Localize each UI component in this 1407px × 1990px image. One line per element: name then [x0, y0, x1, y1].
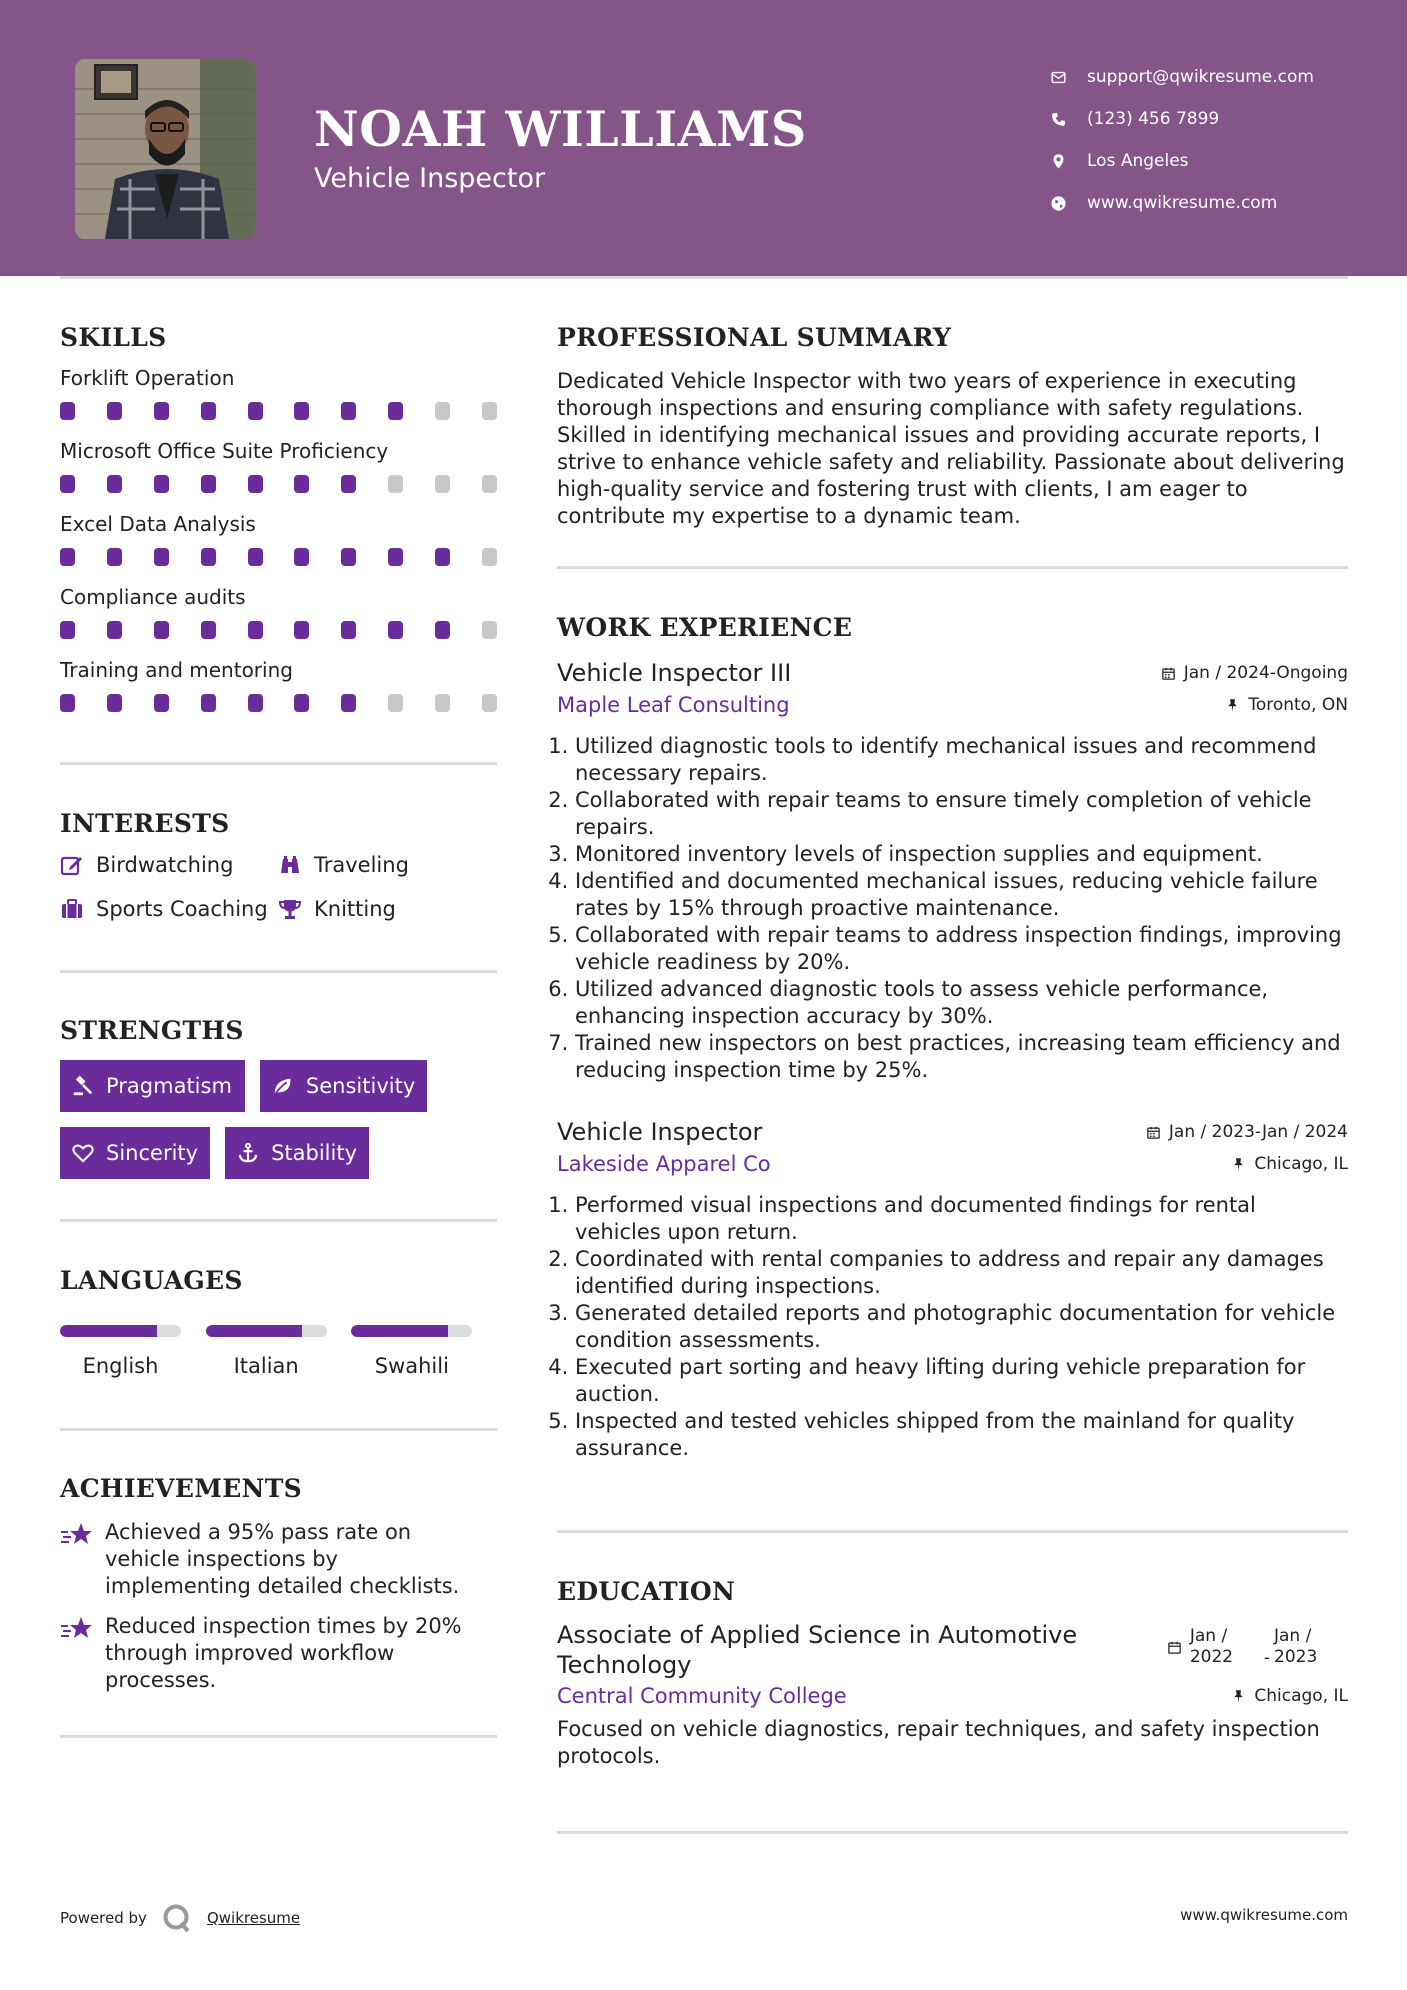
education-description: Focused on vehicle diagnostics, repair techniques, and safety inspection protocols.	[557, 1717, 1320, 1768]
phone-text: (123) 456 7899	[1087, 109, 1220, 129]
education-date	[1167, 1626, 1318, 1668]
skill-name: Forklift Operation	[60, 366, 235, 390]
rating-dot-filled	[60, 548, 75, 566]
job-bullet: 2. Coordinated with rental companies to address and repair any damages identified during inspections.	[575, 1246, 1348, 1300]
skill-item	[60, 585, 497, 658]
job-bullet: 6. Utilized advanced diagnostic tools to assess vehicle performance, enhancing inspection accuracy by 30%.	[575, 976, 1348, 1030]
candidate-role: Vehicle Inspector	[314, 163, 546, 194]
skill-rating	[60, 694, 497, 712]
skill-name: Training and mentoring	[60, 658, 293, 682]
rating-dot-filled	[60, 475, 75, 493]
qwikresume-link[interactable]: Qwikresume	[206, 1909, 301, 1927]
language-name: Swahili	[374, 1354, 449, 1378]
language-item	[206, 1325, 352, 1378]
job-title: Vehicle Inspector	[557, 1118, 763, 1146]
achievement-item	[60, 1519, 497, 1600]
globe-icon	[1050, 195, 1067, 212]
pencil-square-icon	[60, 853, 84, 877]
footer-website[interactable]: www.qwikresume.com	[1180, 1906, 1348, 1924]
shooting-star-icon	[60, 1614, 94, 1644]
strengths-heading: STRENGTHS	[60, 1016, 244, 1045]
language-level-bar	[60, 1325, 181, 1337]
contact-phone[interactable]	[1050, 98, 1314, 140]
summary-divider	[557, 566, 1348, 569]
calendar-icon	[1167, 1640, 1182, 1655]
contact-email[interactable]	[1050, 56, 1314, 98]
degree-title: Associate of Applied Science in Automotive Technology	[557, 1621, 1078, 1679]
rating-dot-filled	[294, 402, 309, 420]
rating-dot-filled	[154, 475, 169, 493]
footer-powered	[60, 1902, 300, 1934]
calendar-icon	[1161, 666, 1176, 681]
interest-label: Traveling	[314, 853, 409, 877]
achievement-text: Achieved a 95% pass rate on vehicle inspections by implementing detailed checklists.	[105, 1520, 460, 1598]
job-entry	[557, 659, 1348, 1084]
interest-item	[278, 894, 497, 924]
achievements-section	[60, 1474, 497, 1694]
skills-divider	[60, 762, 497, 765]
rating-dot-filled	[60, 402, 75, 420]
rating-dot-empty	[435, 475, 450, 493]
education-heading: EDUCATION	[557, 1577, 736, 1606]
header-divider	[60, 276, 1348, 279]
rating-dot-filled	[154, 694, 169, 712]
rating-dot-empty	[435, 694, 450, 712]
summary-heading: PROFESSIONAL SUMMARY	[557, 323, 952, 352]
languages-heading: LANGUAGES	[60, 1266, 243, 1295]
rating-dot-empty	[482, 475, 497, 493]
contact-location	[1050, 140, 1314, 182]
anchor-icon	[237, 1142, 259, 1164]
powered-by-text: Powered by	[60, 1909, 147, 1927]
rating-dot-filled	[248, 694, 263, 712]
email-text: support@qwikresume.com	[1087, 67, 1314, 87]
rating-dot-filled	[107, 402, 122, 420]
location-text: Los Angeles	[1087, 151, 1189, 171]
envelope-icon	[1050, 69, 1067, 86]
skills-section	[60, 323, 497, 731]
interests-section	[60, 809, 497, 924]
rating-dot-filled	[388, 548, 403, 566]
rating-dot-filled	[294, 621, 309, 639]
rating-dot-filled	[201, 475, 216, 493]
strengths-list	[60, 1060, 497, 1179]
briefcase-icon	[60, 897, 84, 921]
skill-name: Excel Data Analysis	[60, 512, 256, 536]
education-date-separator: -	[1263, 1648, 1270, 1668]
achievement-item	[60, 1613, 497, 1694]
rating-dot-empty	[388, 694, 403, 712]
rating-dot-empty	[482, 694, 497, 712]
pushpin-icon	[1225, 698, 1240, 713]
strength-badge	[260, 1060, 427, 1112]
skill-rating	[60, 402, 497, 420]
skills-heading: SKILLS	[60, 323, 167, 352]
job-date	[1161, 663, 1348, 683]
skills-list	[60, 366, 497, 731]
job-location	[1225, 695, 1348, 715]
resume-header	[0, 0, 1407, 276]
summary-section	[557, 323, 1348, 530]
job-bullet: 4. Identified and documented mechanical issues, reducing vehicle failure rates by 15% through proactive maintenance.	[575, 868, 1348, 922]
rating-dot-filled	[60, 621, 75, 639]
interests-list	[60, 850, 497, 924]
achievements-heading: ACHIEVEMENTS	[60, 1474, 302, 1503]
job-bullet: 4. Executed part sorting and heavy lifting during vehicle preparation for auction.	[575, 1354, 1348, 1408]
education-date-end: Jan / 2023	[1274, 1626, 1318, 1667]
strength-label: Sensitivity	[305, 1074, 416, 1098]
rating-dot-filled	[294, 475, 309, 493]
interest-label: Knitting	[314, 897, 396, 921]
language-level-bar	[351, 1325, 472, 1337]
language-name: English	[82, 1354, 159, 1378]
job-date-text: Jan / 2023-Jan / 2024	[1168, 1122, 1348, 1142]
strength-badge	[60, 1127, 210, 1179]
skill-name: Compliance audits	[60, 585, 246, 609]
job-bullets	[557, 1192, 1348, 1462]
rating-dot-filled	[341, 694, 356, 712]
trophy-icon	[278, 897, 302, 921]
job-company: Lakeside Apparel Co	[557, 1152, 771, 1176]
rating-dot-filled	[201, 402, 216, 420]
job-company: Maple Leaf Consulting	[557, 693, 790, 717]
leaf-icon	[272, 1075, 294, 1097]
rating-dot-filled	[201, 621, 216, 639]
rating-dot-filled	[388, 402, 403, 420]
rating-dot-filled	[60, 694, 75, 712]
education-location-text: Chicago, IL	[1254, 1686, 1348, 1706]
language-level-fill	[206, 1325, 303, 1337]
language-level-fill	[351, 1325, 448, 1337]
contact-website[interactable]	[1050, 182, 1314, 224]
experience-section	[557, 613, 1348, 1460]
education-location	[1231, 1686, 1348, 1706]
language-level-fill	[60, 1325, 157, 1337]
rating-dot-empty	[482, 402, 497, 420]
qwikresume-logo-icon	[161, 1902, 193, 1934]
gavel-icon	[72, 1075, 94, 1097]
rating-dot-empty	[435, 402, 450, 420]
job-bullets	[557, 733, 1348, 1084]
rating-dot-filled	[248, 402, 263, 420]
profile-photo	[75, 59, 255, 239]
phone-icon	[1050, 111, 1067, 128]
rating-dot-filled	[435, 621, 450, 639]
rating-dot-filled	[248, 621, 263, 639]
education-divider	[557, 1831, 1348, 1834]
job-date-text: Jan / 2024-Ongoing	[1183, 663, 1348, 683]
school-name: Central Community College	[557, 1684, 847, 1708]
rating-dot-filled	[294, 694, 309, 712]
rating-dot-filled	[248, 548, 263, 566]
candidate-name: NOAH WILLIAMS	[314, 100, 807, 158]
education-section	[557, 1577, 1348, 1770]
strength-label: Stability	[271, 1141, 358, 1165]
strength-badge	[60, 1060, 245, 1112]
pushpin-icon	[1231, 1157, 1246, 1172]
language-item	[351, 1325, 497, 1378]
rating-dot-filled	[107, 694, 122, 712]
rating-dot-empty	[388, 475, 403, 493]
job-bullet: 1. Utilized diagnostic tools to identify mechanical issues and recommend necessary repairs.	[575, 733, 1348, 787]
summary-text: Dedicated Vehicle Inspector with two years of experience in executing thorough inspections and ensuring compliance with safety regulations. Skilled in identifying mechanical issues and providing accurate reports, I strive to enhance vehicle safety and reliability. Passionate about delivering high-quality service and fostering trust with clients, I am eager to contribute my expertise to a dynamic team.	[557, 369, 1345, 528]
job-title: Vehicle Inspector III	[557, 659, 792, 687]
job-bullet: 5. Inspected and tested vehicles shipped from the mainland for quality assurance.	[575, 1408, 1348, 1462]
rating-dot-filled	[341, 402, 356, 420]
strength-label: Pragmatism	[106, 1074, 232, 1098]
rating-dot-filled	[107, 548, 122, 566]
rating-dot-filled	[107, 621, 122, 639]
job-location-text: Chicago, IL	[1254, 1154, 1348, 1174]
heart-icon	[72, 1142, 94, 1164]
experience-heading: WORK EXPERIENCE	[557, 613, 853, 642]
education-date-start: Jan / 2022	[1189, 1626, 1234, 1667]
rating-dot-filled	[294, 548, 309, 566]
skill-rating	[60, 621, 497, 639]
website-text: www.qwikresume.com	[1087, 193, 1278, 213]
achievement-text: Reduced inspection times by 20% through improved workflow processes.	[105, 1614, 462, 1692]
job-bullet: 1. Performed visual inspections and documented findings for rental vehicles upon return.	[575, 1192, 1348, 1246]
rating-dot-filled	[201, 694, 216, 712]
languages-list	[60, 1325, 497, 1378]
rating-dot-filled	[341, 621, 356, 639]
rating-dot-filled	[154, 402, 169, 420]
shooting-star-icon	[60, 1520, 94, 1550]
calendar-icon	[1146, 1125, 1161, 1140]
rating-dot-filled	[341, 475, 356, 493]
languages-divider	[60, 1428, 497, 1431]
language-level-bar	[206, 1325, 327, 1337]
job-date	[1146, 1122, 1348, 1142]
skill-item	[60, 439, 497, 512]
experience-divider	[557, 1530, 1348, 1533]
rating-dot-empty	[482, 548, 497, 566]
job-bullet: 3. Generated detailed reports and photographic documentation for vehicle condition assessments.	[575, 1300, 1348, 1354]
rating-dot-filled	[248, 475, 263, 493]
language-name: Italian	[233, 1354, 299, 1378]
interests-divider	[60, 970, 497, 973]
strengths-divider	[60, 1219, 497, 1222]
interests-heading: INTERESTS	[60, 809, 230, 838]
language-item	[60, 1325, 206, 1378]
rating-dot-filled	[154, 621, 169, 639]
strengths-section	[60, 1016, 497, 1179]
binoculars-icon	[278, 853, 302, 877]
skill-item	[60, 366, 497, 439]
job-location	[1231, 1154, 1348, 1174]
job-entry	[557, 1118, 1348, 1462]
contact-list	[1050, 56, 1314, 224]
interest-item	[60, 894, 278, 924]
skill-rating	[60, 475, 497, 493]
skill-name: Microsoft Office Suite Proficiency	[60, 439, 389, 463]
interest-item	[60, 850, 278, 880]
job-bullet: 3. Monitored inventory levels of inspection supplies and equipment.	[575, 841, 1348, 868]
rating-dot-filled	[388, 621, 403, 639]
interest-item	[278, 850, 497, 880]
languages-section	[60, 1266, 497, 1378]
job-location-text: Toronto, ON	[1248, 695, 1348, 715]
strength-badge	[225, 1127, 369, 1179]
achievements-divider	[60, 1735, 497, 1738]
interest-label: Sports Coaching	[96, 897, 268, 921]
interest-label: Birdwatching	[96, 853, 234, 877]
pushpin-icon	[1231, 1689, 1246, 1704]
skill-item	[60, 512, 497, 585]
skill-item	[60, 658, 497, 731]
map-marker-icon	[1050, 153, 1067, 170]
skill-rating	[60, 548, 497, 566]
job-bullet: 7. Trained new inspectors on best practices, increasing team efficiency and reducing inspection time by 25%.	[575, 1030, 1348, 1084]
rating-dot-filled	[435, 548, 450, 566]
rating-dot-empty	[482, 621, 497, 639]
rating-dot-filled	[154, 548, 169, 566]
job-bullet: 5. Collaborated with repair teams to address inspection findings, improving vehicle readiness by 20%.	[575, 922, 1348, 976]
strength-label: Sincerity	[106, 1141, 199, 1165]
rating-dot-filled	[201, 548, 216, 566]
rating-dot-filled	[341, 548, 356, 566]
job-bullet: 2. Collaborated with repair teams to ensure timely completion of vehicle repairs.	[575, 787, 1348, 841]
rating-dot-filled	[107, 475, 122, 493]
